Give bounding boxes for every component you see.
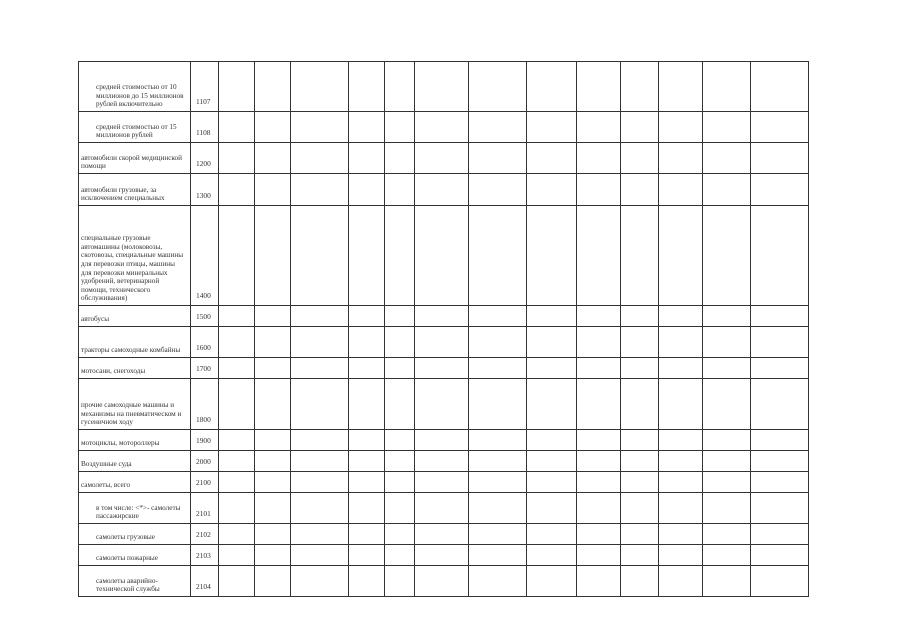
empty-data-cell: [219, 174, 255, 206]
empty-data-cell: [703, 306, 751, 327]
empty-data-cell: [659, 174, 703, 206]
empty-data-cell: [527, 327, 577, 358]
empty-data-cell: [527, 451, 577, 472]
empty-data-cell: [703, 524, 751, 545]
empty-data-cell: [219, 206, 255, 306]
empty-data-cell: [219, 112, 255, 143]
empty-data-cell: [469, 306, 527, 327]
empty-data-cell: [255, 206, 291, 306]
empty-data-cell: [291, 451, 349, 472]
empty-data-cell: [349, 62, 385, 112]
empty-data-cell: [527, 62, 577, 112]
empty-data-cell: [469, 524, 527, 545]
vehicle-data-table: [78, 61, 809, 597]
empty-data-cell: [469, 379, 527, 430]
row-code-cell: 2102: [191, 524, 219, 545]
empty-data-cell: [415, 493, 469, 524]
empty-data-cell: [527, 112, 577, 143]
row-code-cell: 1300: [191, 174, 219, 206]
empty-data-cell: [291, 206, 349, 306]
empty-data-cell: [659, 62, 703, 112]
table-row: [79, 174, 809, 206]
empty-data-cell: [349, 112, 385, 143]
row-code-cell: 1800: [191, 379, 219, 430]
empty-data-cell: [349, 206, 385, 306]
empty-data-cell: [291, 358, 349, 379]
empty-data-cell: [415, 430, 469, 451]
empty-data-cell: [349, 493, 385, 524]
empty-data-cell: [415, 327, 469, 358]
table-row: [79, 206, 809, 306]
row-code-cell: 1400: [191, 206, 219, 306]
empty-data-cell: [349, 174, 385, 206]
empty-data-cell: [659, 112, 703, 143]
empty-data-cell: [577, 358, 621, 379]
empty-data-cell: [527, 143, 577, 174]
table-row: [79, 430, 809, 451]
empty-data-cell: [751, 358, 809, 379]
empty-data-cell: [527, 566, 577, 597]
empty-data-cell: [255, 430, 291, 451]
empty-data-cell: [219, 451, 255, 472]
table-row: [79, 545, 809, 566]
table-row: [79, 472, 809, 493]
empty-data-cell: [219, 62, 255, 112]
empty-data-cell: [621, 327, 659, 358]
table-row: [79, 524, 809, 545]
empty-data-cell: [621, 545, 659, 566]
empty-data-cell: [219, 358, 255, 379]
empty-data-cell: [385, 143, 415, 174]
row-code-cell: 2104: [191, 566, 219, 597]
empty-data-cell: [621, 524, 659, 545]
empty-data-cell: [349, 327, 385, 358]
table-row: [79, 306, 809, 327]
empty-data-cell: [415, 143, 469, 174]
empty-data-cell: [255, 174, 291, 206]
row-name-cell: самолеты грузовые: [79, 524, 191, 545]
empty-data-cell: [751, 174, 809, 206]
table-row: [79, 112, 809, 143]
empty-data-cell: [349, 524, 385, 545]
empty-data-cell: [469, 174, 527, 206]
empty-data-cell: [703, 62, 751, 112]
empty-data-cell: [291, 472, 349, 493]
empty-data-cell: [415, 545, 469, 566]
row-name-cell: автомобили грузовые, за исключением специальных: [79, 174, 191, 206]
row-name-cell: тракторы самоходные комбайны: [79, 327, 191, 358]
empty-data-cell: [621, 206, 659, 306]
empty-data-cell: [527, 206, 577, 306]
empty-data-cell: [659, 451, 703, 472]
empty-data-cell: [621, 112, 659, 143]
empty-data-cell: [385, 358, 415, 379]
empty-data-cell: [621, 62, 659, 112]
empty-data-cell: [385, 566, 415, 597]
empty-data-cell: [255, 524, 291, 545]
empty-data-cell: [621, 493, 659, 524]
empty-data-cell: [291, 545, 349, 566]
empty-data-cell: [703, 493, 751, 524]
empty-data-cell: [385, 545, 415, 566]
row-code-cell: 1700: [191, 358, 219, 379]
row-code-cell: 2101: [191, 493, 219, 524]
empty-data-cell: [415, 206, 469, 306]
empty-data-cell: [659, 472, 703, 493]
empty-data-cell: [219, 327, 255, 358]
empty-data-cell: [255, 379, 291, 430]
empty-data-cell: [751, 327, 809, 358]
empty-data-cell: [621, 306, 659, 327]
row-name-cell: средней стоимостью от 10 миллионов до 15 миллионов рублей включительно: [79, 62, 191, 112]
empty-data-cell: [659, 379, 703, 430]
empty-data-cell: [469, 545, 527, 566]
row-name-cell: самолеты аварийно-технической службы: [79, 566, 191, 597]
empty-data-cell: [219, 472, 255, 493]
empty-data-cell: [703, 451, 751, 472]
empty-data-cell: [469, 493, 527, 524]
empty-data-cell: [385, 112, 415, 143]
empty-data-cell: [703, 112, 751, 143]
empty-data-cell: [577, 451, 621, 472]
empty-data-cell: [349, 451, 385, 472]
empty-data-cell: [577, 524, 621, 545]
empty-data-cell: [659, 430, 703, 451]
empty-data-cell: [415, 451, 469, 472]
empty-data-cell: [255, 358, 291, 379]
table-row: [79, 379, 809, 430]
empty-data-cell: [621, 358, 659, 379]
empty-data-cell: [349, 545, 385, 566]
empty-data-cell: [527, 358, 577, 379]
empty-data-cell: [385, 493, 415, 524]
empty-data-cell: [255, 112, 291, 143]
empty-data-cell: [291, 174, 349, 206]
empty-data-cell: [385, 524, 415, 545]
table-row: [79, 62, 809, 112]
row-code-cell: 1107: [191, 62, 219, 112]
empty-data-cell: [255, 493, 291, 524]
empty-data-cell: [415, 358, 469, 379]
empty-data-cell: [291, 143, 349, 174]
table-row: [79, 566, 809, 597]
empty-data-cell: [415, 112, 469, 143]
row-name-cell: в том числе: <*>- самолеты пассажирские: [79, 493, 191, 524]
empty-data-cell: [621, 379, 659, 430]
empty-data-cell: [291, 430, 349, 451]
table-row: [79, 493, 809, 524]
empty-data-cell: [751, 493, 809, 524]
empty-data-cell: [659, 306, 703, 327]
empty-data-cell: [469, 206, 527, 306]
empty-data-cell: [469, 112, 527, 143]
empty-data-cell: [577, 566, 621, 597]
empty-data-cell: [577, 379, 621, 430]
empty-data-cell: [219, 524, 255, 545]
empty-data-cell: [219, 306, 255, 327]
empty-data-cell: [703, 545, 751, 566]
empty-data-cell: [659, 327, 703, 358]
empty-data-cell: [621, 451, 659, 472]
empty-data-cell: [469, 451, 527, 472]
empty-data-cell: [255, 472, 291, 493]
empty-data-cell: [255, 327, 291, 358]
empty-data-cell: [349, 472, 385, 493]
empty-data-cell: [527, 524, 577, 545]
empty-data-cell: [291, 566, 349, 597]
empty-data-cell: [255, 306, 291, 327]
empty-data-cell: [659, 524, 703, 545]
empty-data-cell: [291, 327, 349, 358]
empty-data-cell: [659, 566, 703, 597]
empty-data-cell: [659, 358, 703, 379]
empty-data-cell: [703, 143, 751, 174]
empty-data-cell: [621, 566, 659, 597]
empty-data-cell: [659, 143, 703, 174]
empty-data-cell: [527, 174, 577, 206]
empty-data-cell: [751, 306, 809, 327]
empty-data-cell: [469, 430, 527, 451]
empty-data-cell: [349, 143, 385, 174]
row-name-cell: средней стоимостью от 15 миллионов рублей: [79, 112, 191, 143]
empty-data-cell: [577, 112, 621, 143]
row-code-cell: 1600: [191, 327, 219, 358]
empty-data-cell: [255, 451, 291, 472]
empty-data-cell: [703, 566, 751, 597]
empty-data-cell: [385, 306, 415, 327]
row-name-cell: прочие самоходные машины и механизмы на пневматическом и гусеничном ходу: [79, 379, 191, 430]
empty-data-cell: [469, 143, 527, 174]
empty-data-cell: [703, 430, 751, 451]
empty-data-cell: [577, 206, 621, 306]
empty-data-cell: [385, 327, 415, 358]
row-name-cell: самолеты пожарные: [79, 545, 191, 566]
row-name-cell: автобусы: [79, 306, 191, 327]
empty-data-cell: [703, 206, 751, 306]
row-name-cell: мотосани, снегоходы: [79, 358, 191, 379]
empty-data-cell: [703, 174, 751, 206]
empty-data-cell: [469, 358, 527, 379]
row-code-cell: 1900: [191, 430, 219, 451]
empty-data-cell: [291, 493, 349, 524]
empty-data-cell: [751, 430, 809, 451]
empty-data-cell: [577, 306, 621, 327]
table-row: [79, 143, 809, 174]
empty-data-cell: [349, 379, 385, 430]
empty-data-cell: [415, 62, 469, 112]
empty-data-cell: [577, 174, 621, 206]
empty-data-cell: [577, 472, 621, 493]
row-code-cell: 2000: [191, 451, 219, 472]
row-name-cell: самолеты, всего: [79, 472, 191, 493]
empty-data-cell: [751, 112, 809, 143]
empty-data-cell: [415, 524, 469, 545]
empty-data-cell: [751, 545, 809, 566]
empty-data-cell: [255, 143, 291, 174]
empty-data-cell: [527, 379, 577, 430]
empty-data-cell: [349, 306, 385, 327]
empty-data-cell: [577, 62, 621, 112]
empty-data-cell: [751, 206, 809, 306]
empty-data-cell: [291, 62, 349, 112]
empty-data-cell: [527, 430, 577, 451]
empty-data-cell: [527, 472, 577, 493]
empty-data-cell: [577, 430, 621, 451]
empty-data-cell: [621, 174, 659, 206]
empty-data-cell: [385, 379, 415, 430]
empty-data-cell: [703, 379, 751, 430]
empty-data-cell: [219, 143, 255, 174]
empty-data-cell: [349, 358, 385, 379]
table-row: [79, 358, 809, 379]
empty-data-cell: [415, 566, 469, 597]
empty-data-cell: [291, 379, 349, 430]
empty-data-cell: [577, 493, 621, 524]
empty-data-cell: [751, 566, 809, 597]
row-name-cell: мотоциклы, мотороллеры: [79, 430, 191, 451]
empty-data-cell: [255, 566, 291, 597]
empty-data-cell: [349, 566, 385, 597]
table-row: [79, 451, 809, 472]
empty-data-cell: [527, 545, 577, 566]
row-name-cell: специальные грузовые автомашины (молоковозы, скотовозы, специальные машины для перевозки птицы, машины для перевозки минеральных удобрений, ветеринарной помощи, технического обслуживания): [79, 206, 191, 306]
empty-data-cell: [349, 430, 385, 451]
empty-data-cell: [577, 545, 621, 566]
row-code-cell: 2100: [191, 472, 219, 493]
empty-data-cell: [385, 451, 415, 472]
empty-data-cell: [577, 327, 621, 358]
row-code-cell: 1200: [191, 143, 219, 174]
empty-data-cell: [291, 306, 349, 327]
empty-data-cell: [751, 143, 809, 174]
empty-data-cell: [385, 174, 415, 206]
row-code-cell: 2103: [191, 545, 219, 566]
empty-data-cell: [219, 493, 255, 524]
table-row: [79, 327, 809, 358]
empty-data-cell: [621, 472, 659, 493]
empty-data-cell: [527, 493, 577, 524]
empty-data-cell: [219, 545, 255, 566]
empty-data-cell: [385, 206, 415, 306]
empty-data-cell: [219, 379, 255, 430]
empty-data-cell: [255, 62, 291, 112]
empty-data-cell: [703, 327, 751, 358]
empty-data-cell: [255, 545, 291, 566]
empty-data-cell: [659, 493, 703, 524]
empty-data-cell: [703, 472, 751, 493]
empty-data-cell: [291, 112, 349, 143]
empty-data-cell: [415, 472, 469, 493]
empty-data-cell: [469, 327, 527, 358]
empty-data-cell: [385, 472, 415, 493]
empty-data-cell: [751, 451, 809, 472]
empty-data-cell: [415, 306, 469, 327]
row-code-cell: 1500: [191, 306, 219, 327]
row-code-cell: 1108: [191, 112, 219, 143]
empty-data-cell: [751, 62, 809, 112]
empty-data-cell: [751, 524, 809, 545]
empty-data-cell: [659, 545, 703, 566]
empty-data-cell: [291, 524, 349, 545]
empty-data-cell: [527, 306, 577, 327]
empty-data-cell: [621, 143, 659, 174]
empty-data-cell: [385, 62, 415, 112]
empty-data-cell: [219, 430, 255, 451]
empty-data-cell: [415, 174, 469, 206]
row-name-cell: Воздушные суда: [79, 451, 191, 472]
empty-data-cell: [469, 62, 527, 112]
empty-data-cell: [751, 379, 809, 430]
empty-data-cell: [415, 379, 469, 430]
empty-data-cell: [469, 566, 527, 597]
empty-data-cell: [659, 206, 703, 306]
empty-data-cell: [385, 430, 415, 451]
empty-data-cell: [469, 472, 527, 493]
empty-data-cell: [751, 472, 809, 493]
row-name-cell: автомобили скорой медицинской помощи: [79, 143, 191, 174]
empty-data-cell: [577, 143, 621, 174]
empty-data-cell: [703, 358, 751, 379]
empty-data-cell: [621, 430, 659, 451]
empty-data-cell: [219, 566, 255, 597]
